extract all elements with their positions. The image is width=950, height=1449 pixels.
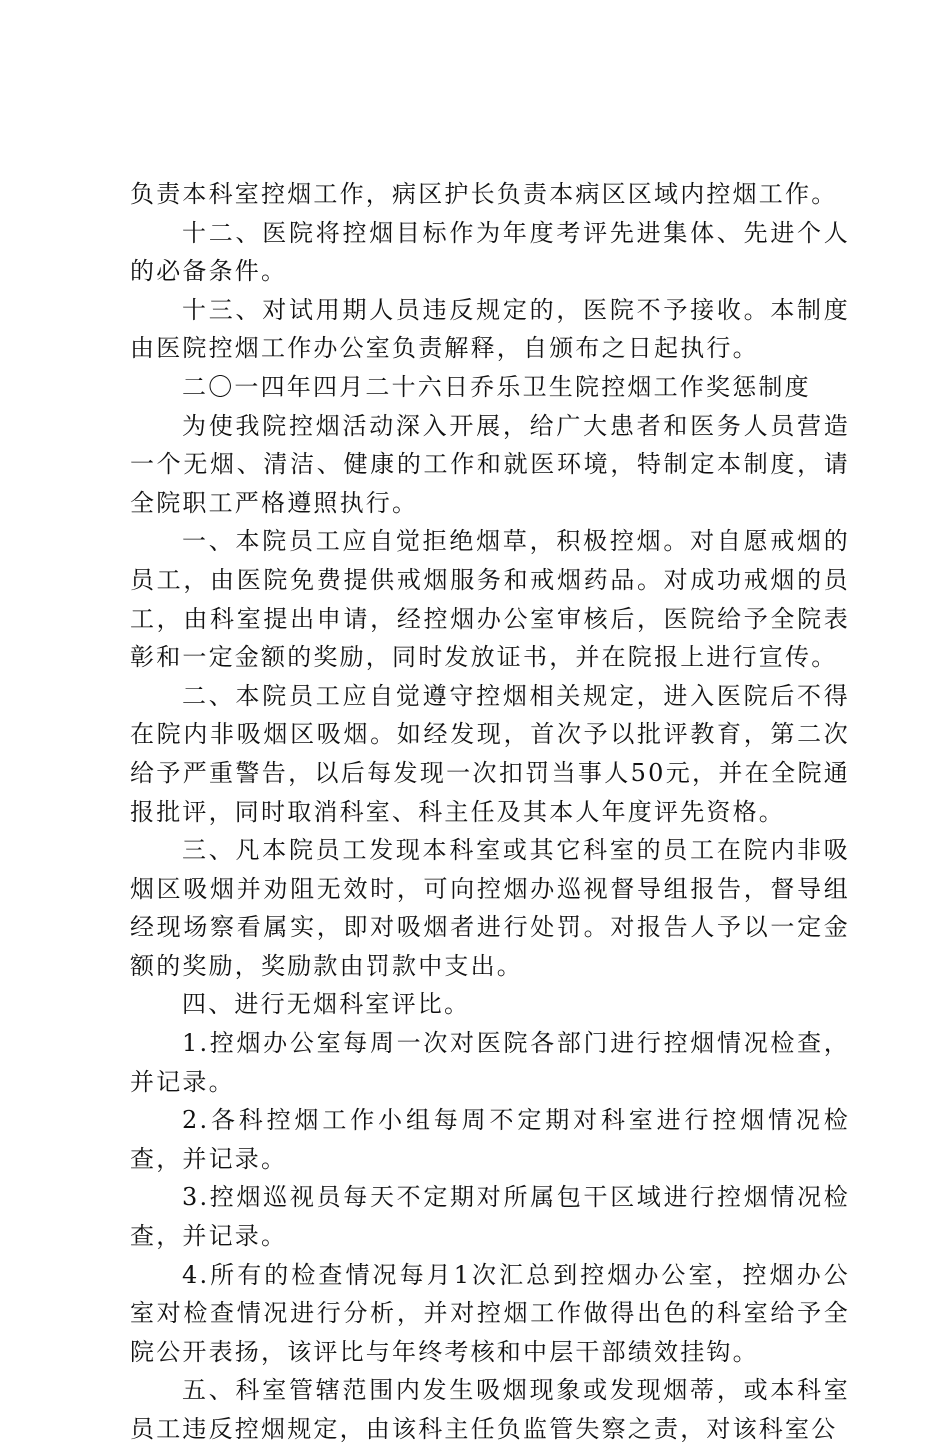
paragraph-4-title: 二〇一四年四月二十六日乔乐卫生院控烟工作奖惩制度: [182, 372, 811, 401]
paragraph-10: 1.控烟办公室每周一次对医院各部门进行控烟情况检查，并记录。: [130, 1029, 850, 1096]
paragraph-2: 十二、医院将控烟目标作为年度考评先进集体、先进个人的必备条件。: [130, 218, 850, 286]
paragraph-11: 2.各科控烟工作小组每周不定期对科室进行控烟情况检查，并记录。: [130, 1106, 850, 1173]
paragraph-7: 二、本院员工应自觉遵守控烟相关规定，进入医院后不得在院内非吸烟区吸烟。如经发现，首次予以批评教育，第二次给予严重警告，以后每发现一次扣罚当事人50元，并在全院通报批评，同时取消科室、科主任及其本人年度评先资格。: [130, 681, 850, 826]
paragraph-8: 三、凡本院员工发现本科室或其它科室的员工在院内非吸烟区吸烟并劝阻无效时，可向控烟办巡视督导组报告，督导组经现场察看属实，即对吸烟者进行处罚。对报告人予以一定金额的奖励，奖励款由罚款中支出。: [130, 836, 850, 980]
paragraph-9: 四、进行无烟科室评比。: [182, 990, 471, 1019]
paragraph-14: 五、科室管辖范围内发生吸烟现象或发现烟蒂，或本科室员工违反控烟规定，由该科主任负监管失察之责，对该科室公: [130, 1376, 850, 1443]
document-body: [130, 175, 850, 1449]
paragraph-1: 负责本科室控烟工作，病区护长负责本病区区域内控烟工作。: [130, 180, 838, 208]
paragraph-13: 4.所有的检查情况每月1次汇总到控烟办公室，控烟办公室对检查情况进行分析，并对控烟工作做得出色的科室给予全院公开表扬，该评比与年终考核和中层干部绩效挂钩。: [130, 1260, 850, 1366]
paragraph-3: 十三、对试用期人员违反规定的，医院不予接收。本制度由医院控烟工作办公室负责解释，自颁布之日起执行。: [130, 295, 850, 363]
paragraph-6: 一、本院员工应自觉拒绝烟草，积极控烟。对自愿戒烟的员工，由医院免费提供戒烟服务和戒烟药品。对成功戒烟的员工，由科室提出申请，经控烟办公室审核后，医院给予全院表彰和一定金额的奖励，同时发放证书，并在院报上进行宣传。: [130, 527, 850, 672]
paragraph-5: 为使我院控烟活动深入开展，给广大患者和医务人员营造一个无烟、清洁、健康的工作和就医环境，特制定本制度，请全院职工严格遵照执行。: [130, 411, 850, 517]
paragraph-12: 3.控烟巡视员每天不定期对所属包干区域进行控烟情况检查，并记录。: [130, 1183, 850, 1251]
